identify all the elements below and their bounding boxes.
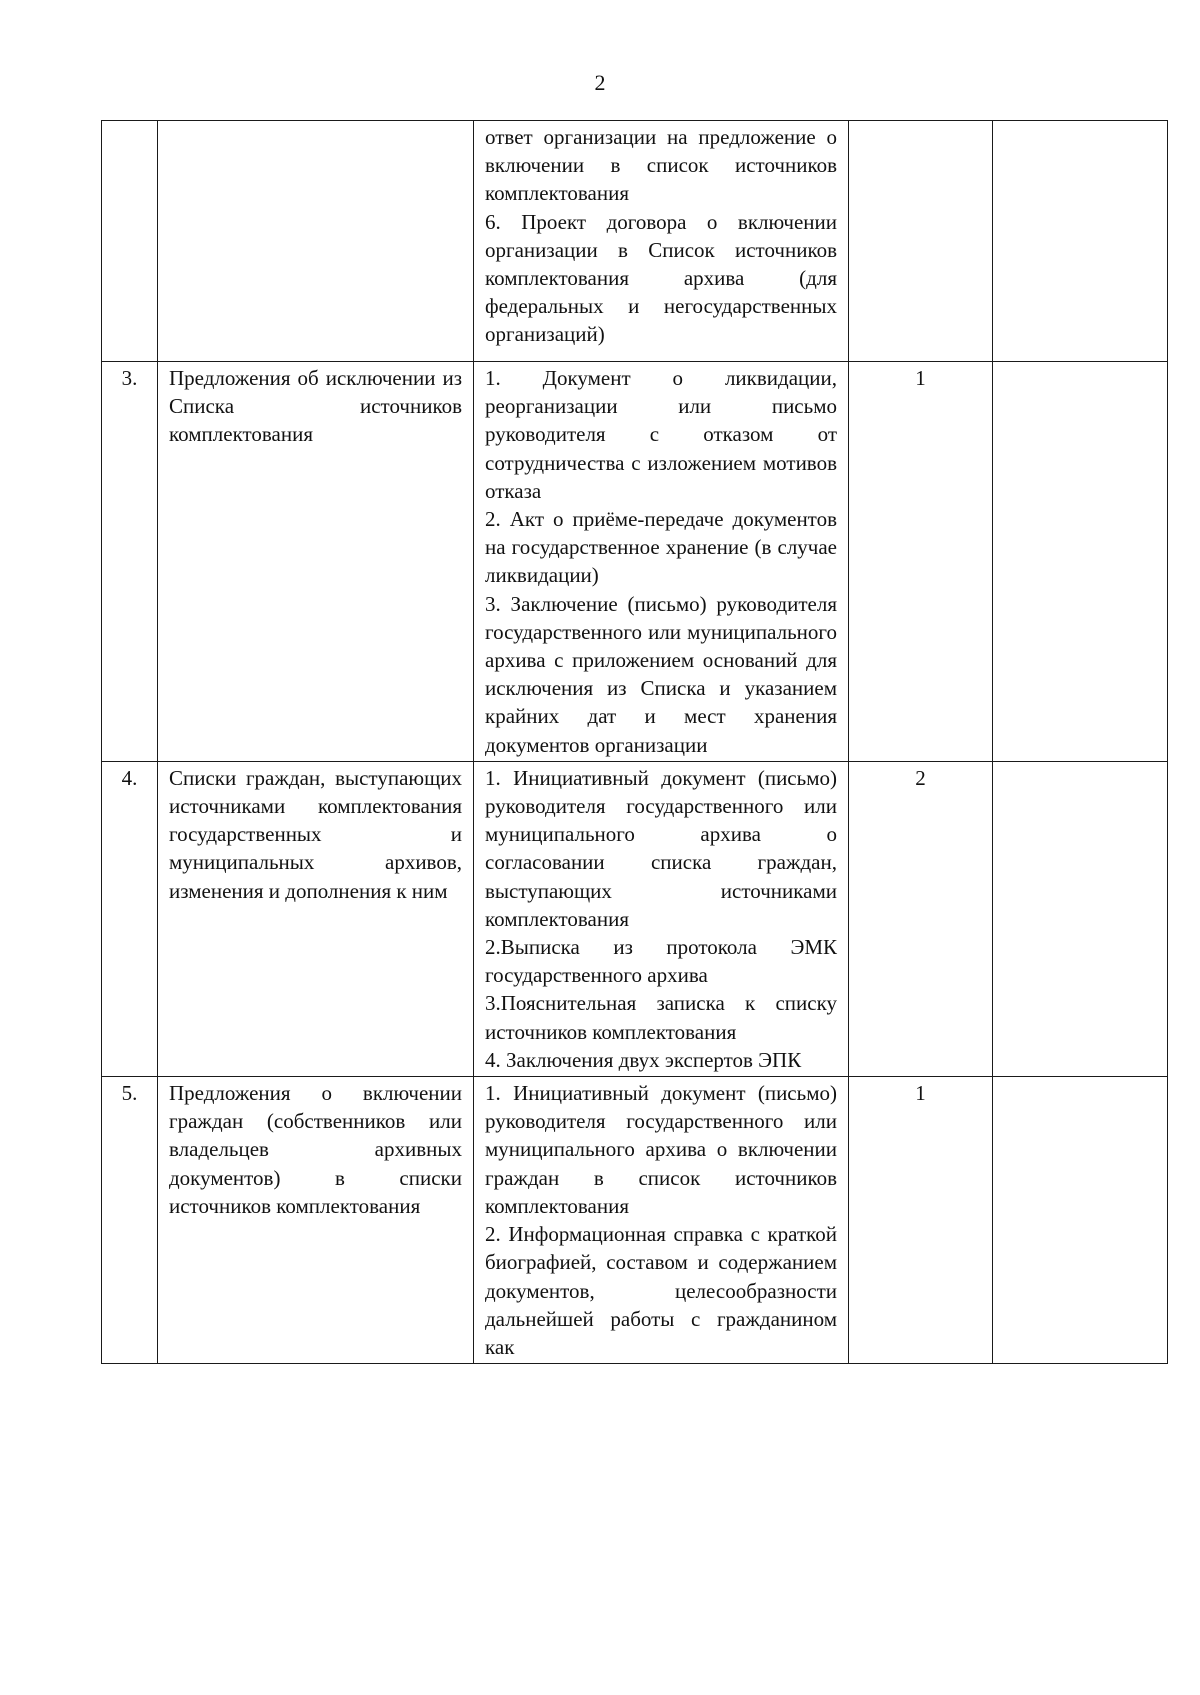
row-count: 2 xyxy=(849,761,993,1076)
document-item: 3. Заключение (письмо) руководителя государственного или муниципального архива с приложением оснований для исключения из Списка и указанием крайних дат и мест хранения документов организации xyxy=(485,591,837,757)
row-documents xyxy=(474,362,849,762)
document-table xyxy=(101,120,1168,1364)
document-item: 6. Проект договора о включении организации в Список источников комплектования архива (для федеральных и негосударственных организаций) xyxy=(485,209,837,347)
row-title xyxy=(158,121,474,362)
table-row xyxy=(102,121,1168,362)
row-number: 3. xyxy=(102,362,158,762)
document-item: 2. Информационная справка с краткой биографией, составом и содержанием документов, целесообразности дальнейшей работы с гражданином как xyxy=(485,1222,837,1359)
document-item: 1. Инициативный документ (письмо) руководителя государственного или муниципального архива о включении граждан в список источников комплектования xyxy=(485,1081,837,1218)
document-item: 1. Документ о ликвидации, реорганизации или письмо руководителя с отказом от сотрудничества с изложением мотивов отказа xyxy=(485,366,837,503)
row-note xyxy=(993,121,1168,362)
row-note xyxy=(993,761,1168,1076)
row-documents xyxy=(474,1077,849,1364)
row-count: 1 xyxy=(849,1077,993,1364)
row-title: Предложения об исключении из Списка источников комплектования xyxy=(158,362,474,762)
row-documents xyxy=(474,761,849,1076)
table-row xyxy=(102,761,1168,1076)
page-number: 2 xyxy=(594,70,606,95)
document-item: ответ организации на предложение о включении в список источников комплектования xyxy=(485,125,837,206)
row-number: 4. xyxy=(102,761,158,1076)
document-item: 4. Заключения двух экспертов ЭПК xyxy=(485,1047,802,1072)
table-row xyxy=(102,1077,1168,1364)
row-note xyxy=(993,362,1168,762)
row-count: 1 xyxy=(849,362,993,762)
document-item: 2. Акт о приёме-передаче документов на государственное хранение (в случае ликвидации) xyxy=(485,507,837,588)
row-count xyxy=(849,121,993,362)
table-row xyxy=(102,362,1168,762)
row-number xyxy=(102,121,158,362)
row-note xyxy=(993,1077,1168,1364)
row-title: Списки граждан, выступающих источниками комплектования государственных и муниципальных архивов, изменения и дополнения к ним xyxy=(158,761,474,1076)
document-item: 1. Инициативный документ (письмо) руководителя государственного или муниципального архива о согласовании списка граждан, выступающих источниками комплектования xyxy=(485,765,837,931)
row-number: 5. xyxy=(102,1077,158,1364)
document-item: 3.Пояснительная записка к списку источников комплектования xyxy=(485,991,837,1044)
document-item: 2.Выписка из протокола ЭМК государственного архива xyxy=(485,935,837,988)
row-documents xyxy=(474,121,849,362)
row-title: Предложения о включении граждан (собственников или владельцев архивных документов) в списки источников комплектования xyxy=(158,1077,474,1364)
